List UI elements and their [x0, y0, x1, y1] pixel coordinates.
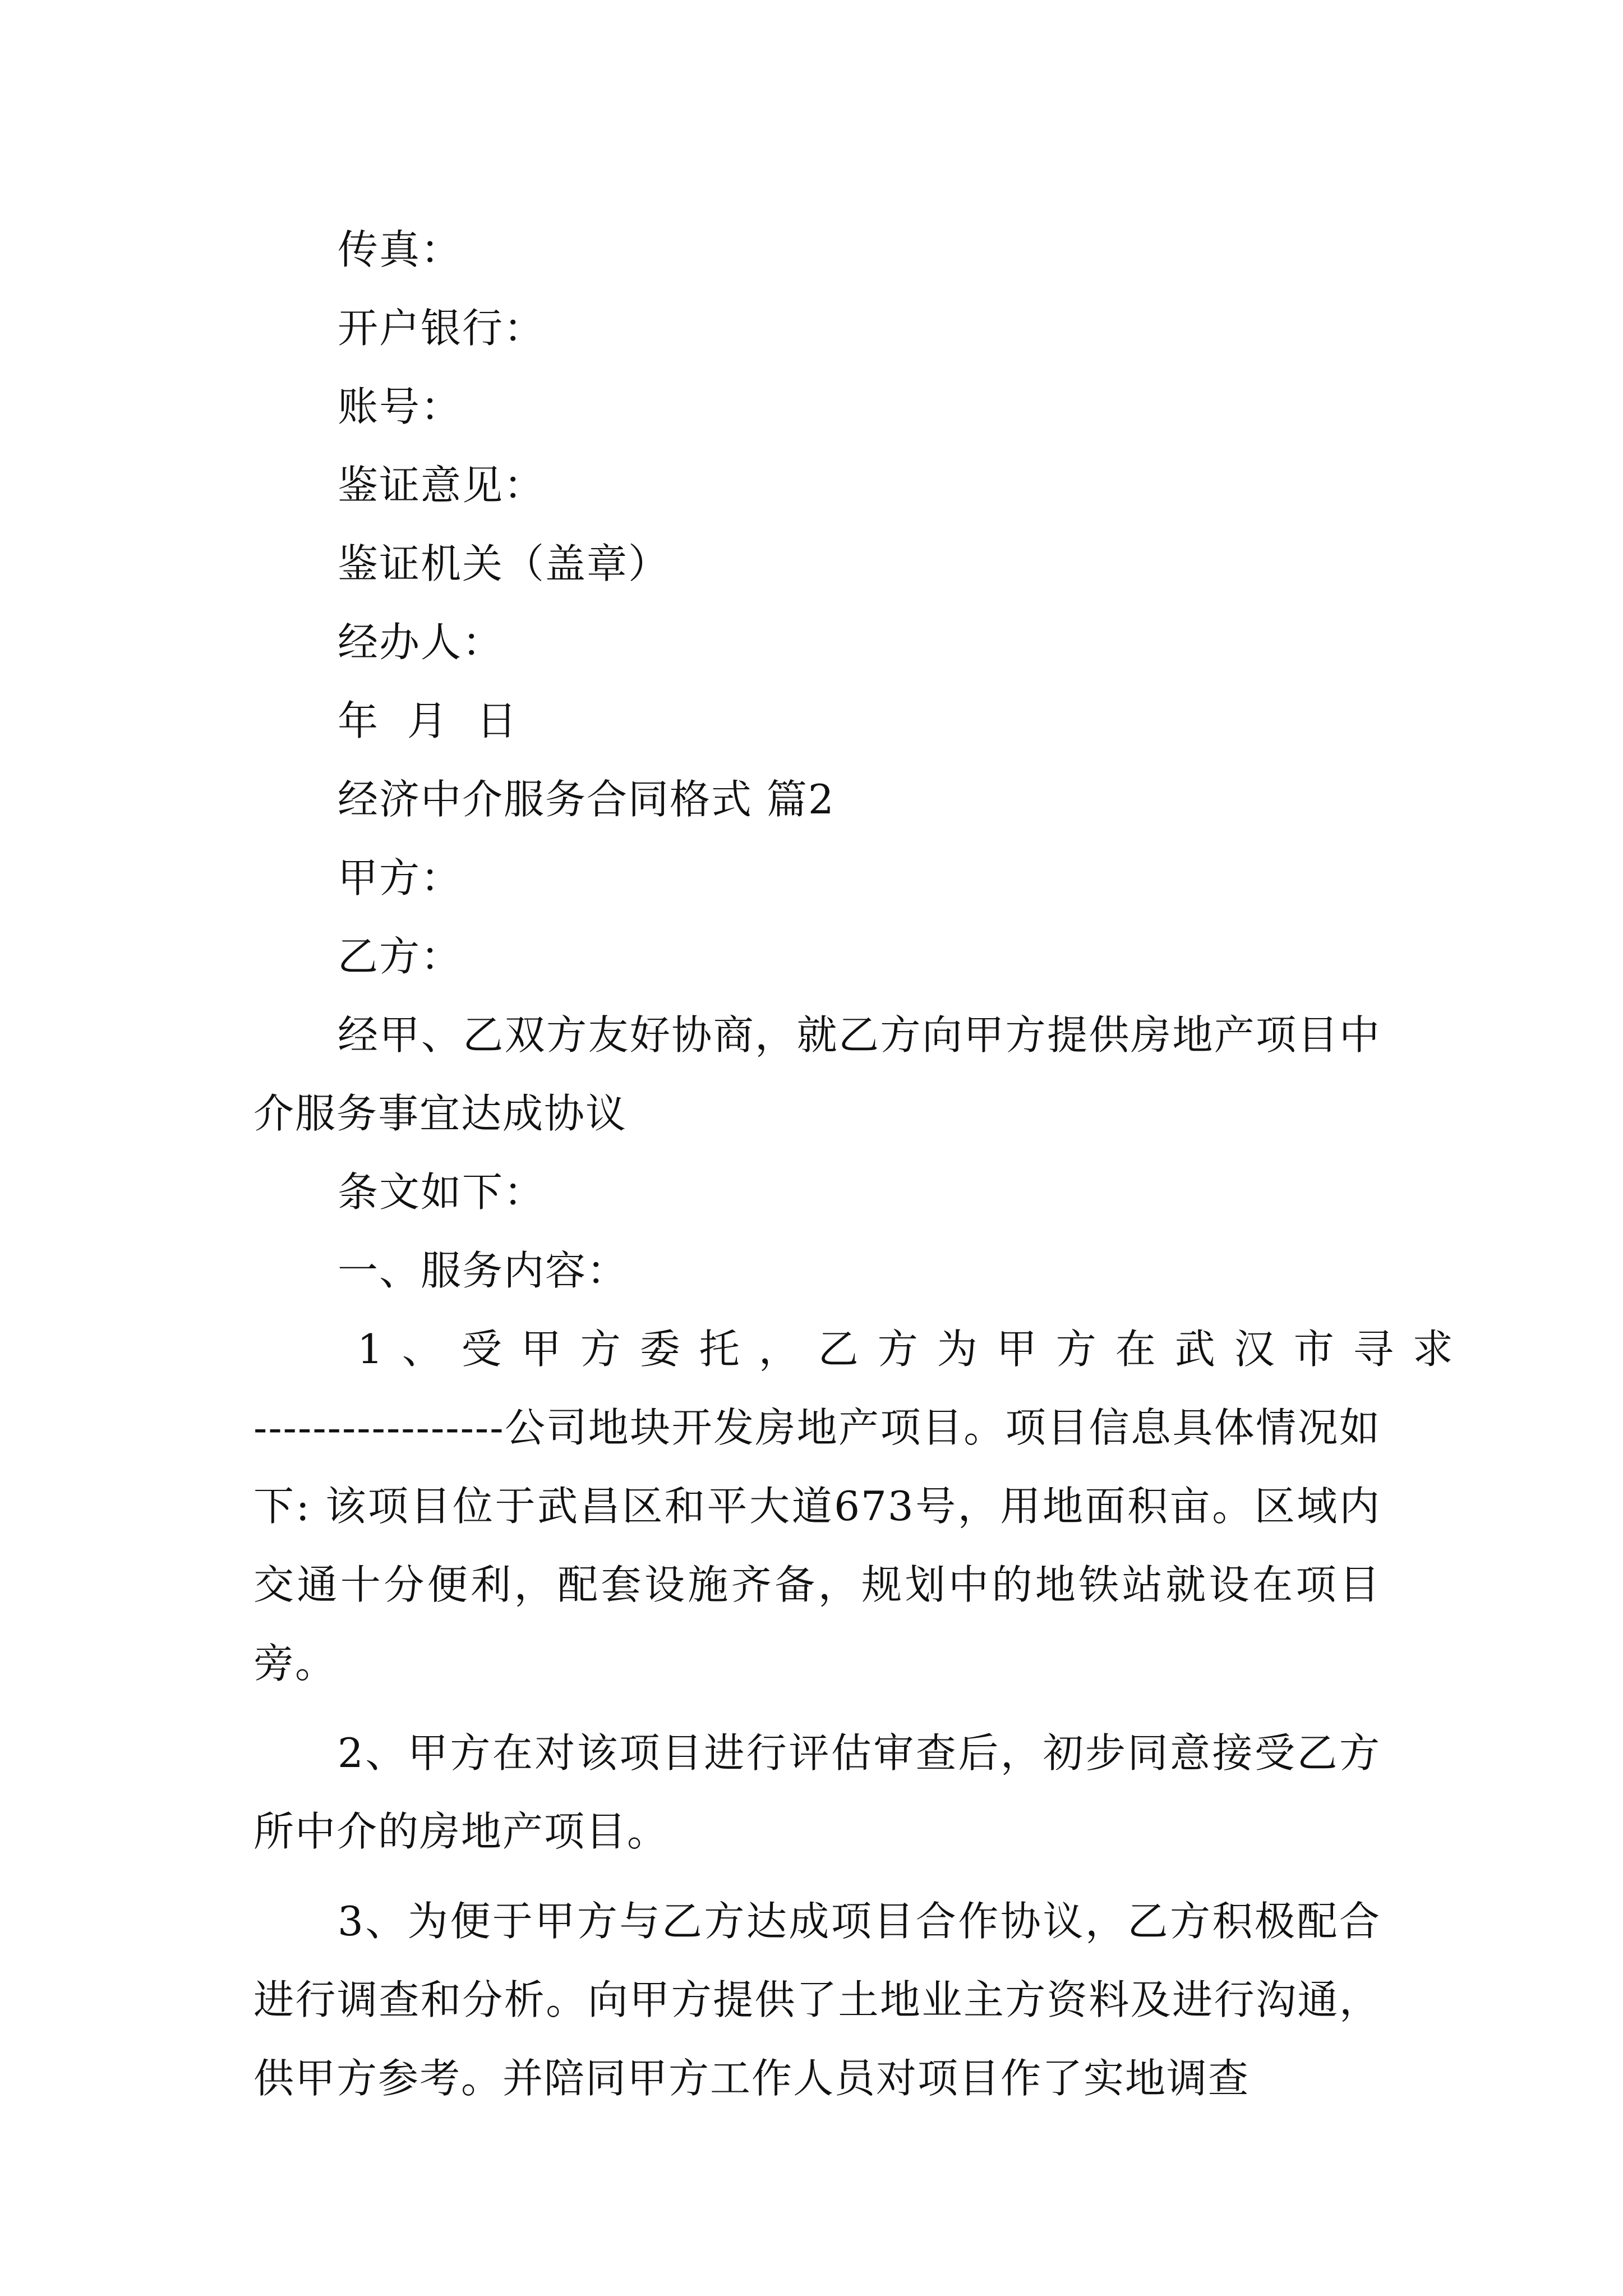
clauses-intro: 条文如下：	[338, 1168, 546, 1216]
verification-opinion-label: 鉴证意见：	[338, 462, 546, 509]
document-body	[253, 210, 1472, 2118]
account-label: 账号：	[338, 383, 463, 430]
section-title: 经济中介服务合同格式 篇2	[338, 776, 835, 823]
handler-label: 经办人：	[338, 619, 504, 666]
party-b-label: 乙方：	[338, 933, 463, 980]
verification-authority-label: 鉴证机关（盖章）	[338, 540, 670, 587]
item1-paragraph: -----------------公司地块开发房地产项目。项目信息具体情况如下: 该项目位于武昌区和平大道673号，用地面积亩。区域内交通十分便利，配套设施齐备，规划中的地铁站就设在项目旁。	[253, 1404, 1381, 1687]
bank-label: 开户银行：	[338, 305, 546, 352]
date-line: 年 月 日	[338, 697, 518, 744]
section-one-title: 一、服务内容：	[338, 1247, 629, 1294]
intro-paragraph: 经甲、乙双方友好协商，就乙方向甲方提供房地产项目中介服务事宜达成协议	[253, 1011, 1381, 1137]
party-a-label: 甲方：	[338, 854, 463, 901]
item3-paragraph: 3、为便于甲方与乙方达成项目合作协议，乙方积极配合进行调查和分析。向甲方提供了土地业主方资料及进行沟通，供甲方参考。并陪同甲方工作人员对项目作了实地调查	[253, 1898, 1381, 2102]
item2-paragraph: 2、甲方在对该项目进行评估审查后，初步同意接受乙方所中介的房地产项目。	[253, 1729, 1381, 1855]
item1-first-line: 1、受甲方委托，乙方为甲方在武汉市寻求	[357, 1326, 1472, 1373]
fax-label: 传真：	[338, 226, 463, 273]
